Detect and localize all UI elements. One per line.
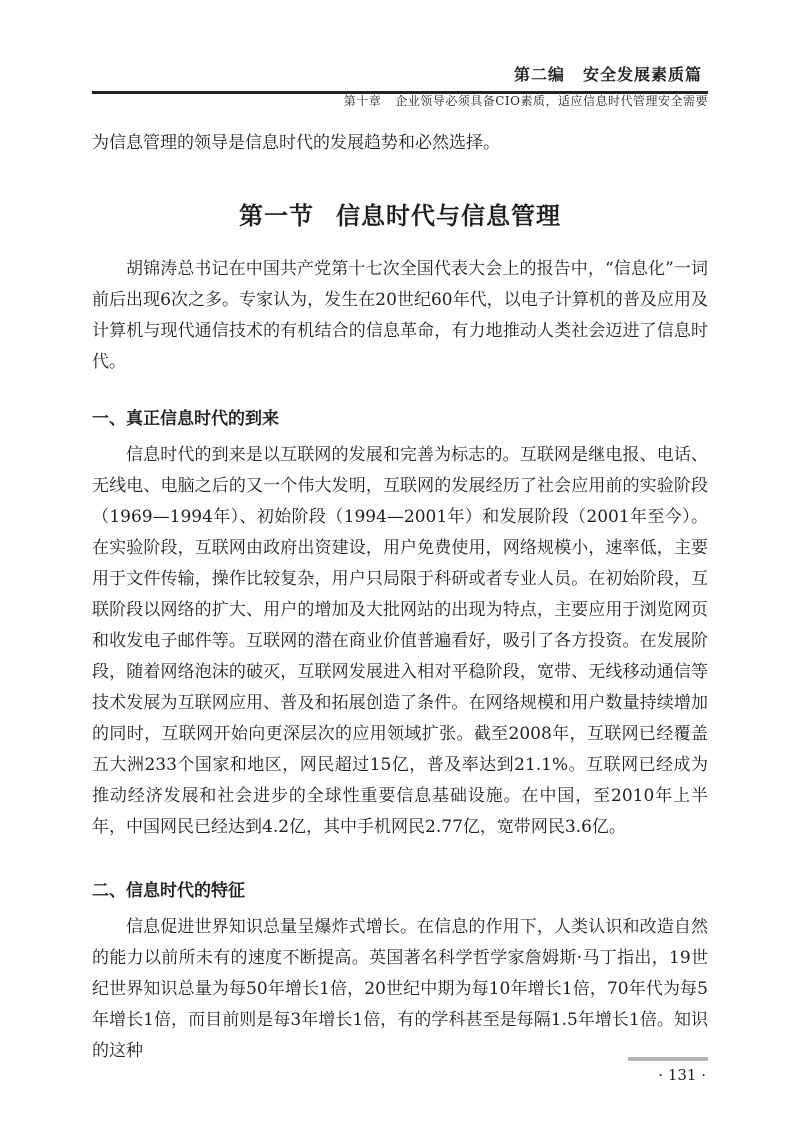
running-header [92,62,708,94]
intro-paragraph: 胡锦涛总书记在中国共产党第十七次全国代表大会上的报告中，“信息化”一词前后出现6次之多。专家认为，发生在20世纪60年代，以电子计算机的普及应用及计算机与现代通信技术的有机结合的信息革命，有力地推动人类社会迈进了信息时代。 [92,259,708,372]
header-chapter-label: 第十章 [343,94,382,108]
subsection-paragraph-2: 信息促进世界知识总量呈爆炸式增长。在信息的作用下，人类认识和改造自然的能力以前所未有的速度不断提高。英国著名科学哲学家詹姆斯·马丁指出，19世纪世界知识总量为每50年增长1倍，20世纪中期为每10年增长1倍，70年代为每5年增长1倍，而目前则是每3年增长1倍，有的学科甚至是每隔1.5年增长1倍。知识的这种 [92,917,708,1061]
subsection-heading-2: 二、信息时代的特征 [92,881,245,901]
section-title-text: 信息时代与信息管理 [336,202,561,230]
subsection-heading-1: 一、真正信息时代的到来 [92,409,279,429]
header-part-title: 安全发展素质篇 [582,65,702,84]
header-part-line [92,62,708,92]
footer-rule [628,1057,708,1061]
header-chapter-title: 企业领导必须具备CIO素质，适应信息时代管理安全需要 [395,94,708,108]
header-chapter-line [344,92,708,109]
section-number: 第一节 [239,202,314,230]
section-title [92,196,708,231]
carryover-paragraph: 为信息管理的领导是信息时代的发展趋势和必然选择。 [92,133,500,153]
subsection-paragraph-1: 信息时代的到来是以互联网的发展和完善为标志的。互联网是继电报、电话、无线电、电脑之后的又一个伟大发明，互联网的发展经历了社会应用前的实验阶段（1969—1994年）、初始阶段（1994—2001年）和发展阶段（2001年至今）。在实验阶段，互联网由政府出资建设，用户免费使用，网络规模小，速率低，主要用于文件传输，操作比较复杂，用户只局限于科研或者专业人员。在初始阶段，互联阶段以网络的扩大、用户的增加及大批网站的出现为特点，主要应用于浏览网页和收发电子邮件等。互联网的潜在商业价值普遍看好，吸引了各方投资。在发展阶段，随着网络泡沫的破灭，互联网发展进入相对平稳阶段，宽带、无线移动通信等技术发展为互联网应用、普及和拓展创造了条件。在网络规模和用户数量持续增加的同时，互联网开始向更深层次的应用领域扩张。截至2008年，互联网已经覆盖五大洲233个国家和地区，网民超过15亿，普及率达到21.1%。互联网已经成为推动经济发展和社会进步的全球性重要信息基础设施。在中国，至2010年上半年，中国网民已经达到4.2亿，其中手机网民2.77亿，宽带网民3.6亿。 [92,445,708,837]
page-number: · 131 · [658,1066,706,1084]
header-part-label: 第二编 [513,65,565,84]
